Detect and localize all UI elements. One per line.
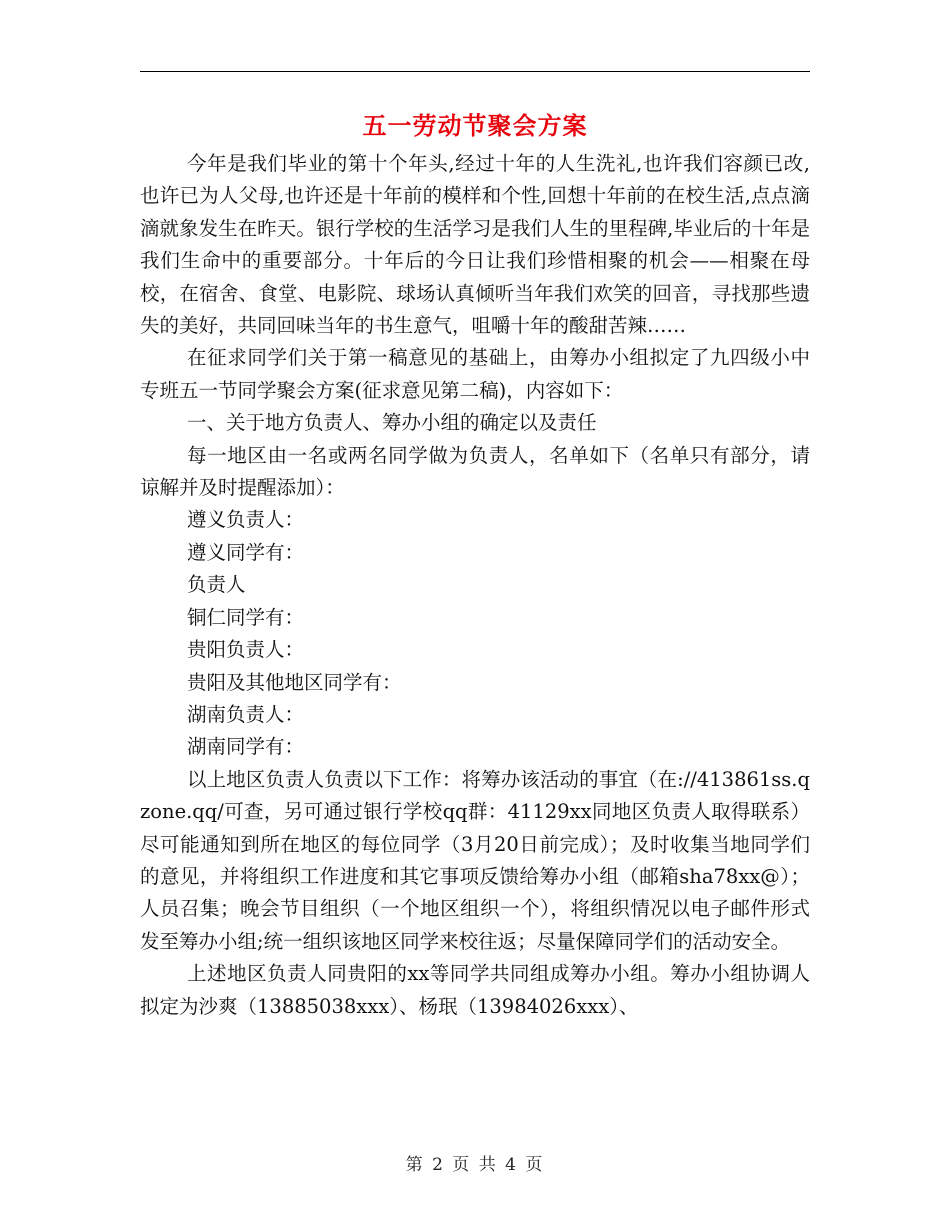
- paragraph-lead-duties: 以上地区负责人负责以下工作：将筹办该活动的事宜（在://413861ss.qzone.qq/可查，另可通过银行学校qq群：41129xx同地区负责人取得联系）尽可能通知到所在地区的每位同学（3月20日前完成）；及时收集当地同学们的意见，并将组织工作进度和其它事项反馈给筹办小组（邮箱sha78xx@）；人员召集；晚会节目组织（一个地区组织一个），将组织情况以电子邮件形式发至筹办小组;统一组织该地区同学来校往返；尽量保障同学们的活动安全。: [140, 767, 810, 953]
- list-item: 贵阳及其他地区同学有：: [187, 670, 402, 694]
- list-item: 贵阳负责人：: [187, 638, 305, 662]
- list-item: 遵义负责人：: [187, 508, 305, 532]
- paragraph-intro: 今年是我们毕业的第十个年头,经过十年的人生洗礼,也许我们容颜已改,也许已为人父母,也许还是十年前的模样和个性,回想十年前的在校生活,点点滴滴就象发生在昨天。银行学校的生活学习是我们人生的里程碑,毕业后的十年是我们生命中的重要部分。十年后的今日让我们珍惜相聚的机会——相聚在母校，在宿舍、食堂、电影院、球场认真倾听当年我们欢笑的回音，寻找那些遗失的美好，共同回味当年的书生意气，咀嚼十年的酸甜苦辣……: [140, 152, 810, 338]
- document-body: [140, 148, 810, 1023]
- header-rule: [140, 71, 810, 72]
- page-number: 第 2 页 共 4 页: [405, 1155, 545, 1175]
- paragraph-committee: 上述地区负责人同贵阳的xx等同学共同组成筹办小组。筹办小组协调人拟定为沙爽（13885038xxx）、杨珉（13984026xxx）、: [140, 962, 810, 1018]
- list-item: 铜仁同学有：: [187, 605, 305, 629]
- list-item: 湖南同学有：: [187, 735, 305, 759]
- document-title: 五一劳动节聚会方案: [362, 111, 588, 140]
- paragraph-region-leads: 每一地区由一名或两名同学做为负责人，名单如下（名单只有部分，请谅解并及时提醒添加）：: [140, 443, 810, 500]
- list-item: 负责人: [187, 573, 246, 597]
- list-item: 遵义同学有：: [187, 540, 305, 564]
- list-item: 湖南负责人：: [187, 702, 305, 726]
- section-heading-1: 一、关于地方负责人、筹办小组的确定以及责任: [187, 411, 597, 435]
- paragraph-plan-basis: 在征求同学们关于第一稿意见的基础上，由筹办小组拟定了九四级小中专班五一节同学聚会方案(征求意见第二稿)，内容如下：: [140, 346, 810, 402]
